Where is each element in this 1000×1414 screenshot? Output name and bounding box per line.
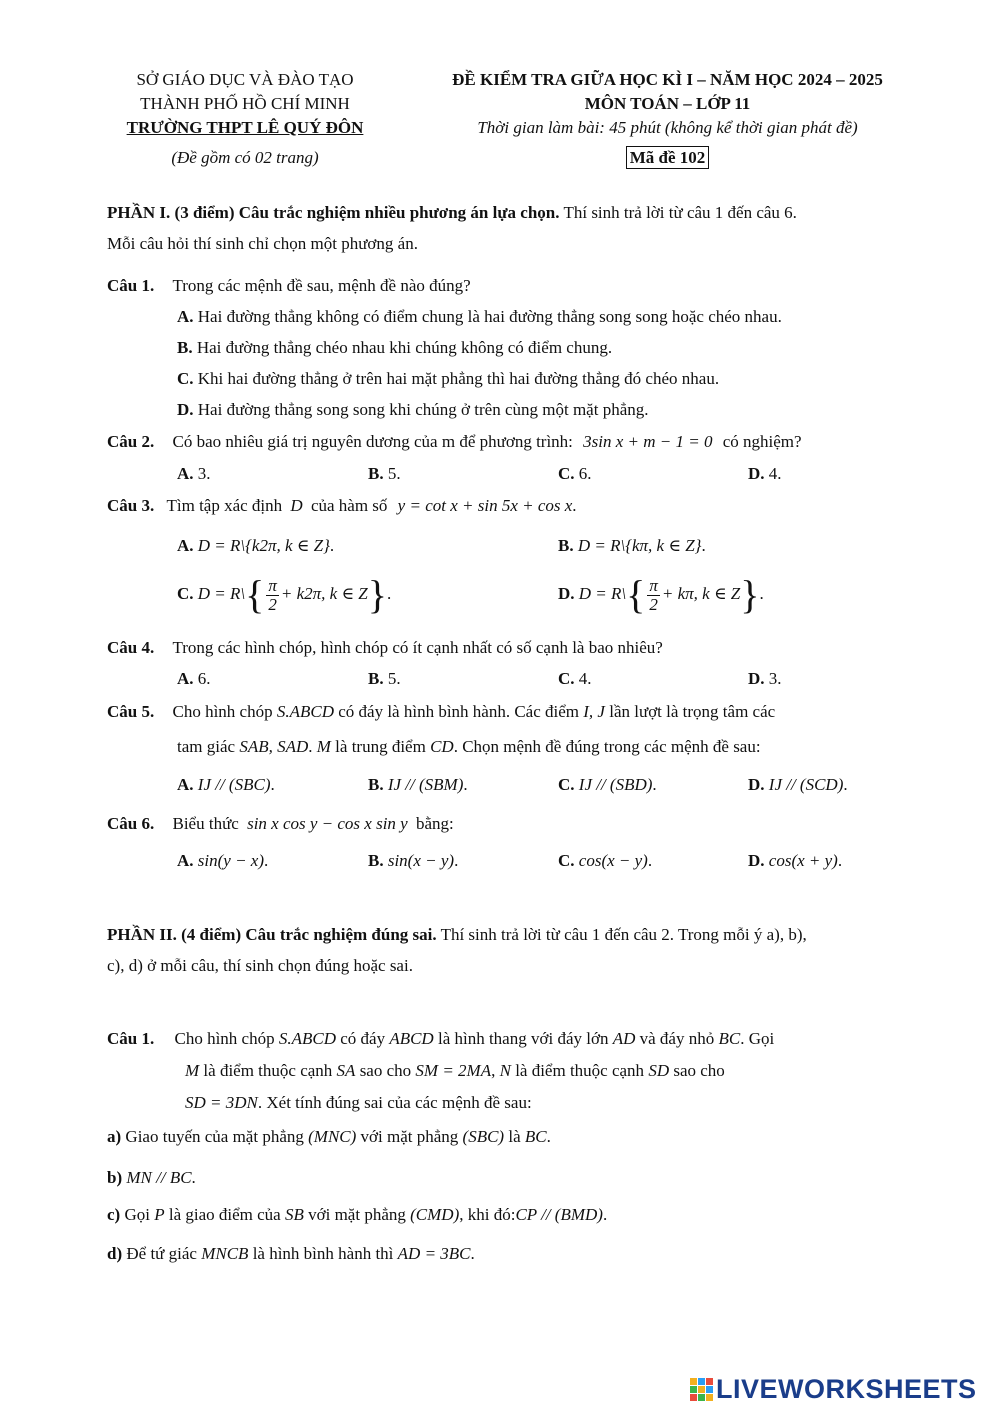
p1-q3-option-d: D. D = R\{ $\frac{\pi}{2}$ + kπ, k ∈ Z}. [558,572,764,618]
liveworksheets-logo [690,1374,977,1404]
p2-q1-statement-b: b) MN // BC. [107,1168,196,1187]
p1-q2-option-a: A. 3. [177,464,211,483]
part1-instruction: Mỗi câu hỏi thí sinh chỉ chọn một phương án. [107,234,418,253]
p1-q4-option-b: B. 5. [368,669,401,688]
logo-grid-icon [690,1378,713,1401]
p1-q5-option-d: D. IJ // (SCD). [748,775,848,794]
p1-q6-option-b: B. sin(x − y). [368,851,459,870]
header-right [400,68,935,170]
p1-q1-option-a: A. Hai đường thẳng không có điểm chung là hai đường thẳng song song hoặc chéo nhau. [177,307,782,326]
part1-title-bold: PHẦN I. (3 điểm) Câu trắc nghiệm nhiều phương án lựa chọn. [107,203,560,222]
p2-q1-statement-d: d) Để tứ giác MNCB là hình bình hành thì AD = 3BC. [107,1244,475,1263]
p2-q1-stem-line3: SD = 3DN. Xét tính đúng sai của các mệnh đề sau: [185,1093,532,1112]
p1-q2-option-c: C. 6. [558,464,592,483]
department-name: SỞ GIÁO DỤC VÀ ĐÀO TẠO [136,70,354,89]
p1-q6-option-c: C. cos(x − y). [558,851,653,870]
p1-q5-stem-line2: tam giác SAB, SAD. M là trung điểm CD. Chọn mệnh đề đúng trong các mệnh đề sau: [177,737,761,756]
question-label: Câu 1. [107,276,155,295]
p1-q6-stem: Câu 6. Biểu thức sin x cos y − cos x sin y bằng: [107,814,454,833]
p1-q1-option-b: B. Hai đường thẳng chéo nhau khi chúng không có điểm chung. [177,338,613,357]
p2-q1-stem-line2: M là điểm thuộc cạnh SA sao cho SM = 2MA, N là điểm thuộc cạnh SD sao cho [185,1061,725,1080]
p1-q4-option-a: A. 6. [177,669,211,688]
part2-title: PHẦN II. (4 điểm) Câu trắc nghiệm đúng sai. Thí sinh trả lời từ câu 1 đến câu 2. Trong mỗi ý a), b), [107,925,807,944]
p2-q1-statement-a: a) Giao tuyến của mặt phẳng (MNC) với mặt phẳng (SBC) là BC. [107,1127,551,1146]
p1-q5-option-c: C. IJ // (SBD). [558,775,657,794]
p2-q1-statement-c: c) Gọi P là giao điểm của SB với mặt phẳng (CMD), khi đó:CP // (BMD). [107,1205,608,1224]
p1-q3-option-c: C. D = R\{ $\frac{\pi}{2}$ + k2π, k ∈ Z}. [177,572,392,618]
time-note: Thời gian làm bài: 45 phút (không kể thời gian phát đề) [477,118,858,137]
p1-q3-stem: Câu 3. Tìm tập xác định D của hàm số y = cot x + sin 5x + cos x. [107,496,577,515]
p1-q5-stem-line1: Câu 5. Cho hình chóp S.ABCD có đáy là hình bình hành. Các điểm I, J lần lượt là trọng tâm các [107,702,776,721]
p1-q5-option-b: B. IJ // (SBM). [368,775,468,794]
p2-q1-stem-line1: Câu 1. Cho hình chóp S.ABCD có đáy ABCD là hình thang với đáy lớn AD và đáy nhỏ BC. Gọi [107,1029,775,1048]
part1-title-rest: Thí sinh trả lời từ câu 1 đến câu 6. [559,203,797,222]
exam-title: ĐỀ KIỂM TRA GIỮA HỌC KÌ I – NĂM HỌC 2024 – 2025 [452,70,883,89]
p1-q1-option-d: D. Hai đường thẳng song song khi chúng ở trên cùng một mặt phẳng. [177,400,649,419]
p1-q1-option-c: C. Khi hai đường thẳng ở trên hai mặt phẳng thì hai đường thẳng đó chéo nhau. [177,369,720,388]
page-count-note: (Đề gồm có 02 trang) [171,148,319,167]
p1-q3-option-a: A. D = R\{k2π, k ∈ Z}. [177,536,335,555]
header-left [100,68,390,170]
city-name: THÀNH PHỐ HỒ CHÍ MINH [140,94,350,113]
part2-instruction: c), d) ở mỗi câu, thí sinh chọn đúng hoặc sai. [107,956,413,975]
part1-title [107,202,797,224]
p1-q4-option-c: C. 4. [558,669,592,688]
logo-text: LIVEWORKSHEETS [716,1373,977,1404]
p1-q2-stem: Câu 2. Có bao nhiêu giá trị nguyên dương của m để phương trình: 3sin x + m − 1 = 0 có nghiệm? [107,432,802,451]
p1-q2-option-b: B. 5. [368,464,401,483]
equation: 3sin x + m − 1 = 0 [583,432,713,451]
p1-q4-stem: Câu 4. Trong các hình chóp, hình chóp có ít cạnh nhất có số cạnh là bao nhiêu? [107,638,663,657]
p1-q2-option-d: D. 4. [748,464,782,483]
p1-q6-option-a: A. sin(y − x). [177,851,269,870]
exam-code-box: Mã đề 102 [626,146,710,169]
subject-title: MÔN TOÁN – LỚP 11 [584,94,751,113]
function-expression: y = cot x + sin 5x + cos x [397,496,573,515]
question-text: Trong các mệnh đề sau, mệnh đề nào đúng? [172,276,471,295]
p1-q3-option-b: B. D = R\{kπ, k ∈ Z}. [558,536,706,555]
p1-q5-option-a: A. IJ // (SBC). [177,775,275,794]
school-name: TRƯỜNG THPT LÊ QUÝ ĐÔN [126,118,364,137]
p1-q1-stem [107,275,471,297]
p1-q6-option-d: D. cos(x + y). [748,851,843,870]
p1-q4-option-d: D. 3. [748,669,782,688]
